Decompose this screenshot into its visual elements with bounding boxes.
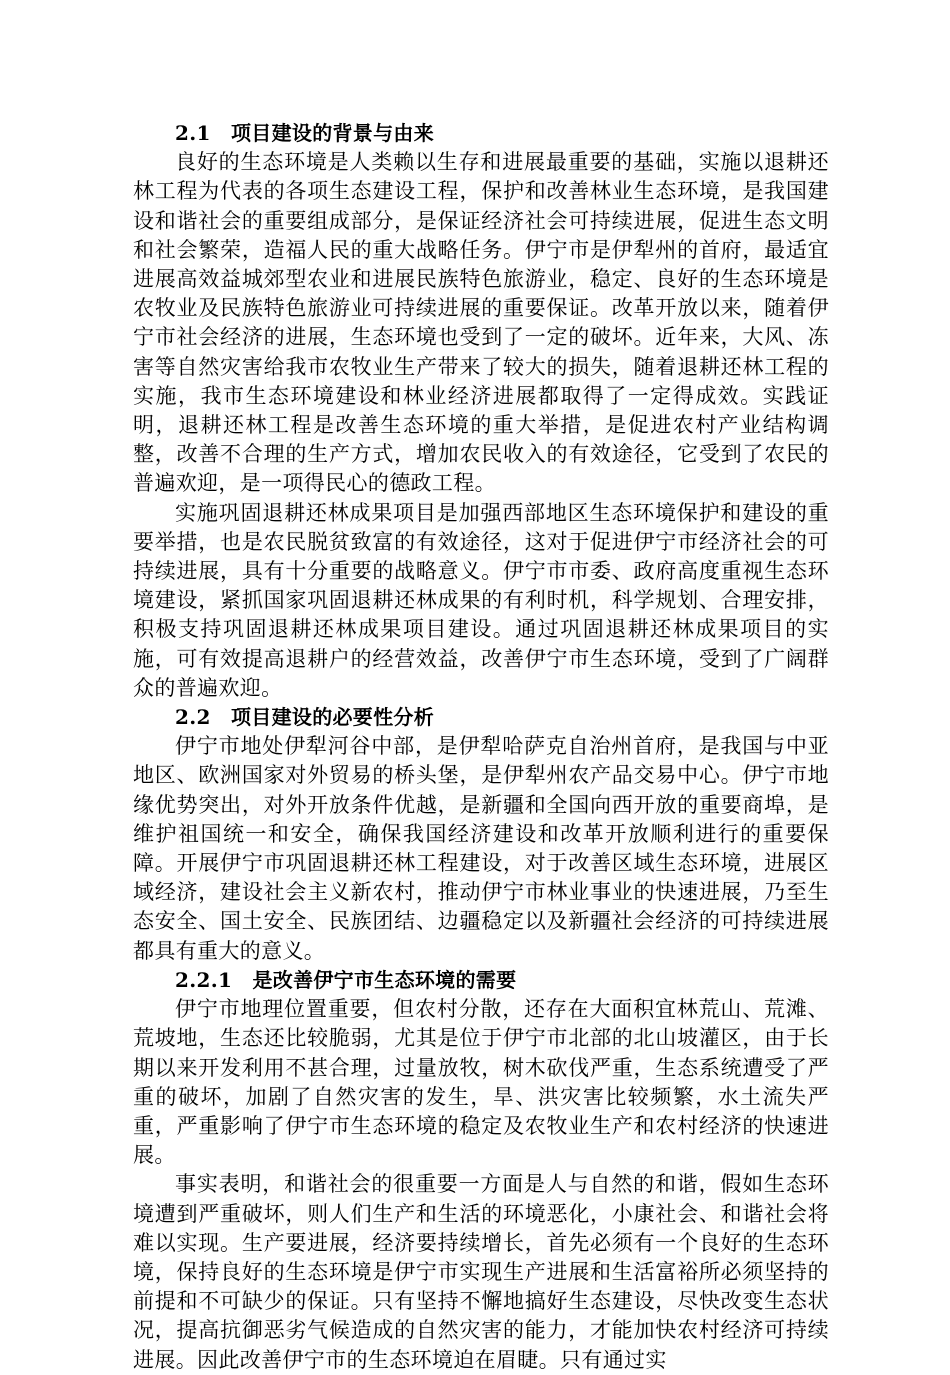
paragraph-ecology-1: 伊宁市地理位置重要，但农村分散，还存在大面积宜林荒山、荒滩、荒坡地，生态还比较脆弱，尤其是位于伊宁市北部的北山坡灌区，由于长期以来开发利用不甚合理，过量放牧，树木砍伐严重，生态系统遭受了严重的破坏，加剧了自然灾害的发生，旱、洪灾害比较频繁，水土流失严重，严重影响了伊宁市生态环境的稳定及农牧业生产和农村经济的快速进展。 — [133, 997, 829, 1168]
paragraph-necessity: 伊宁市地处伊犁河谷中部，是伊犁哈萨克自治州首府，是我国与中亚地区、欧洲国家对外贸易的桥头堡，是伊犁州农产品交易中心。伊宁市地缘优势突出，对外开放条件优越，是新疆和全国向西开放的重要商埠，是维护祖国统一和安全，确保我国经济建设和改革开放顺利进行的重要保障。开展伊宁市巩固退耕还林工程建设，对于改善区域生态环境，进展区域经济，建设社会主义新农村，推动伊宁市林业事业的快速进展，乃至生态安全、国土安全、民族团结、边疆稳定以及新疆社会经济的可持续进展都具有重大的意义。 — [133, 734, 829, 963]
paragraph-background-1: 良好的生态环境是人类赖以生存和进展最重要的基础，实施以退耕还林工程为代表的各项生态建设工程，保护和改善林业生态环境，是我国建设和谐社会的重要组成部分，是保证经济社会可持续进展，促进生态文明和社会繁荣，造福人民的重大战略任务。伊宁市是伊犁州的首府，最适宜进展高效益城郊型农业和进展民族特色旅游业，稳定、良好的生态环境是农牧业及民族特色旅游业可持续进展的重要保证。改革开放以来，随着伊宁市社会经济的进展，生态环境也受到了一定的破坏。近年来，大风、冻害等自然灾害给我市农牧业生产带来了较大的损失，随着退耕还林工程的实施，我市生态环境建设和林业经济进展都取得了一定得成效。实践证明，退耕还林工程是改善生态环境的重大举措，是促进农村产业结构调整，改善不合理的生产方式，增加农民收入的有效途径，它受到了农民的普遍欢迎，是一项得民心的德政工程。 — [133, 150, 829, 496]
section-heading-2-2-1: 2.2.1 是改善伊宁市生态环境的需要 — [175, 967, 517, 992]
section-heading-2-1: 2.1 项目建设的背景与由来 — [175, 121, 434, 145]
paragraph-background-2: 实施巩固退耕还林成果项目是加强西部地区生态环境保护和建设的重要举措，也是农民脱贫致富的有效途径，这对于促进伊宁市经济社会的可持续进展，具有十分重要的战略意义。伊宁市市委、政府高度重视生态环境建设，紧抓国家巩固退耕还林成果的有利时机，科学规划、合理安排，积极支持巩固退耕还林成果项目建设。通过巩固退耕还林成果项目的实施，可有效提高退耕户的经营效益，改善伊宁市生态环境，受到了广阔群众的普遍欢迎。 — [133, 500, 829, 700]
section-heading-2-2: 2.2 项目建设的必要性分析 — [175, 705, 434, 730]
paragraph-ecology-2: 事实表明，和谐社会的很重要一方面是人与自然的和谐，假如生态环境遭到严重破坏，则人们生产和生活的环境恶化，小康社会、和谐社会将难以实现。生产要进展，经济要持续增长，首先必须有一个良好的生态环境，保持良好的生态环境是伊宁市实现生产进展和生活富裕所必须坚持的前提和不可缺少的保证。只有坚持不懈地搞好生态建设，尽快改变生态状况，提高抗御恶劣气候造成的自然灾害的能力，才能加快农村经济可持续进展。因此改善伊宁市的生态环境迫在眉睫。只有通过实 — [133, 1172, 829, 1372]
document-page — [133, 119, 829, 1375]
